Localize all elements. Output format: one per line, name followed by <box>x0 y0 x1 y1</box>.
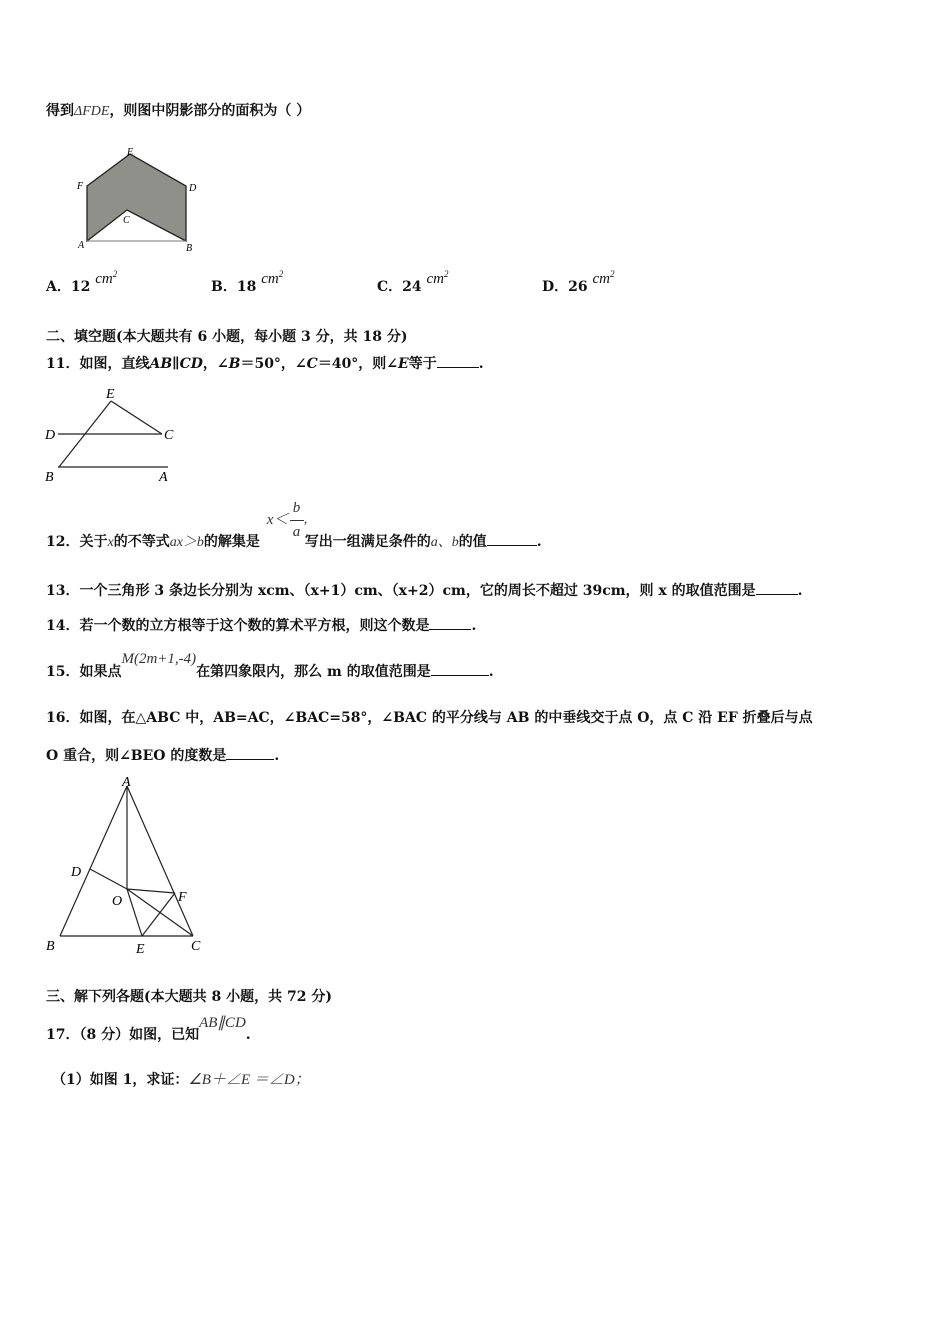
q15-answer-blank[interactable] <box>431 661 489 676</box>
q16-figure <box>40 772 212 960</box>
q10-label-b: B <box>186 243 193 254</box>
q11-figure <box>40 382 185 488</box>
q12-answer-blank[interactable] <box>487 531 537 546</box>
q10-label-c: C <box>123 215 130 226</box>
q17-condition: AB∥CD <box>199 1015 246 1031</box>
q10-label-e: E <box>127 147 134 158</box>
q10-option-c[interactable]: C．24 $cm^2$ <box>377 269 449 295</box>
q10-label-f: F <box>77 181 84 192</box>
q16-label-a: A <box>122 775 131 790</box>
q16-line2: O 重合，则∠BEO 的度数是 . <box>46 745 279 766</box>
q10-stem: 得到ΔFDE，则图中阴影部分的面积为（ ） <box>46 103 311 119</box>
section-2-title: 二、填空题(本大题共有 6 小题，每小题 3 分，共 18 分) <box>46 329 408 345</box>
q15-stem: 15．如果点M(2m+1,-4)在第四象限内，那么 m 的取值范围是 . <box>46 651 494 680</box>
q11-label-b: B <box>45 470 54 485</box>
section-3-title: 三、解下列各题(本大题共 8 小题，共 72 分) <box>46 989 332 1005</box>
q10-option-d[interactable]: D．26 $cm^2$ <box>542 269 615 295</box>
q16-line1: 16．如图，在△ABC 中，AB=AC，∠BAC=58°，∠BAC 的平分线与 AB 的中垂线交于点 O，点 C 沿 EF 折叠后与点 <box>46 710 813 726</box>
q10-label-d: D <box>189 183 197 194</box>
q11-label-d: D <box>45 428 56 443</box>
q14-stem: 14．若一个数的立方根等于这个数的算术平方根，则这个数是 . <box>46 615 476 636</box>
q16-label-b: B <box>46 939 55 954</box>
q17-stem: 17．（8 分）如图，已知AB∥CD. <box>46 1015 251 1043</box>
q17-part1: （1）如图 1，求证：∠B＋∠E ＝∠D； <box>52 1072 310 1088</box>
q15-point: M(2m+1,-4) <box>121 651 197 667</box>
q12-stem: 12．关于x的不等式ax＞b的解集是 x＜ b a , 写出一组满足条件的a、b的值 . <box>46 522 542 562</box>
q10-option-b[interactable]: B．18 $cm^2$ <box>211 269 284 295</box>
q10-triangle-math: ΔFDE <box>74 104 110 119</box>
q10-shaded-region <box>87 154 186 241</box>
q10-label-a: A <box>78 240 85 251</box>
q10-option-a[interactable]: A．12 $cm^2$ <box>46 269 118 295</box>
q16-answer-blank[interactable] <box>226 745 274 760</box>
q16-label-f: F <box>178 890 187 905</box>
q12-fraction: x＜ b a , <box>266 500 308 540</box>
q10-figure <box>72 144 208 256</box>
q11-answer-blank[interactable] <box>437 353 479 368</box>
q13-answer-blank[interactable] <box>756 580 798 595</box>
q13-stem: 13．一个三角形 3 条边长分别为 xcm、（x+1）cm、（x+2）cm，它的周长不超过 39cm，则 x 的取值范围是 . <box>46 580 803 601</box>
q16-label-o: O <box>112 894 123 909</box>
q11-label-a: A <box>159 470 168 485</box>
q11-label-e: E <box>106 387 115 402</box>
q11-label-c: C <box>164 428 174 443</box>
q14-answer-blank[interactable] <box>429 615 471 630</box>
q16-label-c: C <box>191 939 201 954</box>
q11-stem: 11．如图，直线AB∥CD，∠B＝50°，∠C＝40°，则∠E等于 . <box>46 353 484 374</box>
q16-label-e: E <box>136 942 145 957</box>
q16-label-d: D <box>71 865 82 880</box>
